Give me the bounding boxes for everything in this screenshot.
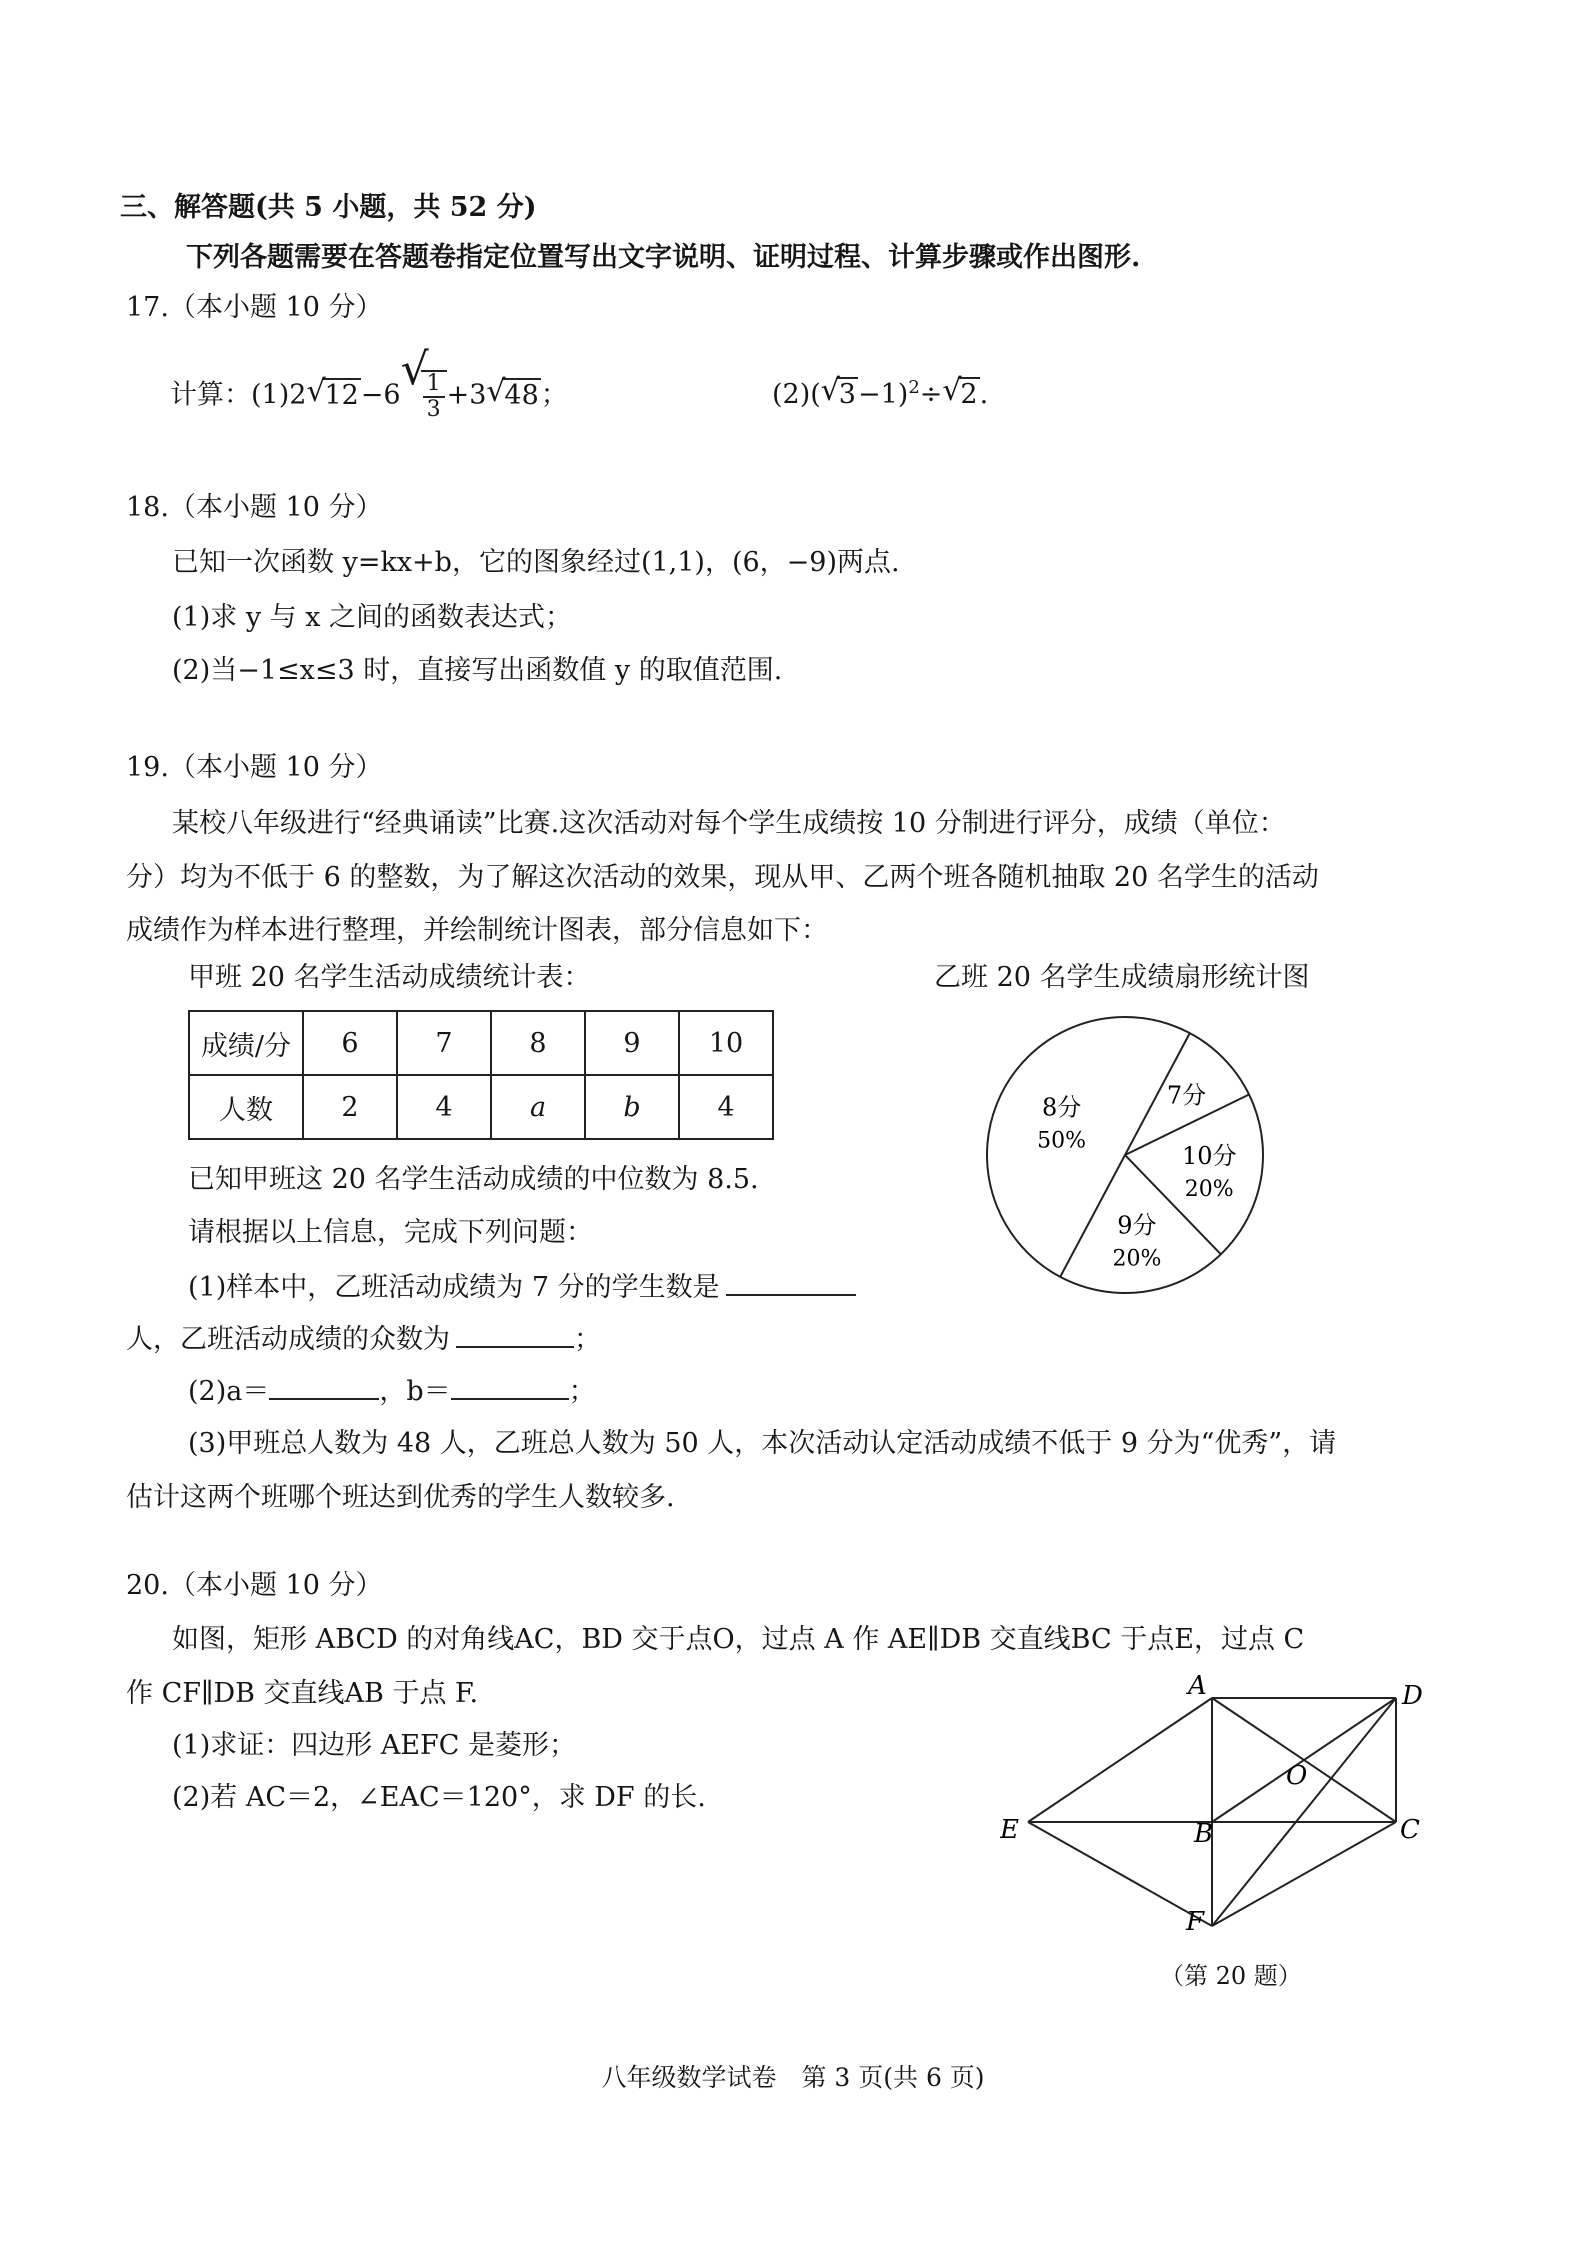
q20-part2: (2)若 AC＝2，∠EAC＝120°，求 DF 的长. — [172, 1782, 706, 1813]
q19-part1a-text: (1)样本中，乙班活动成绩为 7 分的学生数是 — [188, 1272, 720, 1303]
pie-chart-title: 乙班 20 名学生成绩扇形统计图 — [934, 962, 1310, 993]
q19-line2: 分）均为不低于 6 的整数，为了解这次活动的效果，现从甲、乙两个班各随机抽取 20 名学生的活动 — [126, 862, 1319, 893]
table-cell: 成绩/分 — [189, 1011, 303, 1075]
table-cell: a — [491, 1075, 585, 1139]
sqrt-12: √ 12 — [306, 373, 359, 411]
table-cell: 2 — [303, 1075, 397, 1139]
page-footer: 八年级数学试卷 第 3 页(共 6 页) — [601, 2063, 985, 2092]
q19-part3b: 估计这两个班哪个班达到优秀的学生人数较多. — [126, 1482, 675, 1513]
table-cell: 4 — [397, 1075, 491, 1139]
q17-minus6: −6 — [360, 379, 401, 411]
pie-slice-label: 9分 — [1117, 1211, 1157, 1240]
one-third-fraction: $\frac{1}{3}$ — [421, 370, 447, 422]
q19-ask: 请根据以上信息，完成下列问题： — [188, 1217, 593, 1248]
pie-slice-label: 8分 — [1041, 1093, 1082, 1122]
q19-part1b-end: ； — [574, 1324, 601, 1355]
q17-end: . — [979, 379, 989, 410]
q19-header: 19.（本小题 10 分） — [126, 752, 383, 783]
q19-part2-b: ，b＝ — [379, 1376, 451, 1407]
q19-part3a: (3)甲班总人数为 48 人，乙班总人数为 50 人，本次活动认定活动成绩不低于 9 分为“优秀”，请 — [188, 1428, 1337, 1459]
answer-blank[interactable] — [456, 1320, 574, 1348]
sqrt-2: √ 2 — [942, 373, 978, 410]
segment-CF — [1212, 1822, 1396, 1926]
label-E: E — [1000, 1815, 1019, 1845]
q17-prefix: 计算：(1)2 — [170, 379, 307, 411]
class-yi-pie-chart — [980, 1010, 1270, 1300]
label-C: C — [1400, 1815, 1420, 1845]
table-cell: 人数 — [189, 1075, 303, 1139]
q20-part1: (1)求证：四边形 AEFC 是菱形； — [172, 1730, 577, 1761]
q17-square: 2 — [908, 377, 920, 398]
sqrt-48: √ 48 — [486, 373, 539, 411]
q18-stem: 已知一次函数 y=kx+b，它的图象经过(1,1)，(6，−9)两点. — [172, 547, 900, 578]
answer-blank-a[interactable] — [269, 1372, 379, 1400]
q18-part2: (2)当−1≤x≤3 时，直接写出函数值 y 的取值范围. — [172, 655, 783, 686]
pie-slice-label: 7分 — [1166, 1081, 1207, 1110]
label-B: B — [1194, 1819, 1214, 1849]
table-cell: 4 — [679, 1075, 773, 1139]
q19-line3: 成绩作为样本进行整理，并绘制统计图表，部分信息如下： — [126, 915, 828, 946]
sqrt-3: √ 3 — [820, 373, 856, 410]
q19-part2-end: ； — [568, 1376, 596, 1407]
answer-blank-b[interactable] — [451, 1372, 569, 1400]
table-row — [189, 1011, 773, 1075]
pie-slice-labels — [1037, 1082, 1236, 1272]
pie-slice-percent: 20% — [1184, 1176, 1234, 1202]
label-F: F — [1186, 1907, 1205, 1937]
pie-slice-percent: 50% — [1037, 1128, 1087, 1154]
segment-EA — [1028, 1698, 1212, 1822]
q19-table-title: 甲班 20 名学生活动成绩统计表： — [188, 962, 591, 993]
q17-p2a: (2)( — [772, 379, 821, 410]
q19-part1b-text: 人，乙班活动成绩的众数为 — [126, 1324, 450, 1355]
label-O: O — [1286, 1761, 1308, 1791]
pie-slice-percent: 20% — [1112, 1246, 1162, 1272]
q19-part2-a: (2)a＝ — [188, 1376, 270, 1407]
q20-line1: 如图，矩形 ABCD 的对角线AC，BD 交于点O，过点 A 作 AE∥DB 交直线BC 于点E，过点 C — [172, 1624, 1305, 1655]
q19-part2 — [188, 1372, 596, 1410]
answer-blank[interactable] — [726, 1268, 856, 1296]
q17-divide: ÷ — [919, 379, 943, 410]
table-cell: 9 — [585, 1011, 679, 1075]
table-cell: 10 — [679, 1011, 773, 1075]
table-cell: 6 — [303, 1011, 397, 1075]
q18-part1: (1)求 y 与 x 之间的函数表达式； — [172, 602, 573, 633]
q18-header: 18.（本小题 10 分） — [126, 492, 383, 523]
segment-DF — [1212, 1698, 1396, 1926]
q19-median: 已知甲班这 20 名学生活动成绩的中位数为 8.5. — [188, 1164, 759, 1195]
q20-line2: 作 CF∥DB 交直线AB 于点 F. — [126, 1678, 479, 1709]
sqrt-one-third: √ $\frac{1}{3}$ — [401, 370, 447, 422]
class-jia-score-table — [188, 1010, 774, 1140]
section-instruction: 下列各题需要在答题卷指定位置写出文字说明、证明过程、计算步骤或作出图形. — [186, 242, 1141, 273]
q17-plus3: +3 — [446, 379, 487, 411]
q17-semicolon: ； — [540, 379, 568, 411]
pie-slice-label: 10分 — [1181, 1141, 1237, 1170]
q20-geometry-figure — [1000, 1660, 1460, 1980]
table-cell: b — [585, 1075, 679, 1139]
q17-header: 17.（本小题 10 分） — [126, 292, 383, 323]
q19-part1a — [188, 1268, 856, 1306]
section-heading: 三、解答题(共 5 小题，共 52 分) — [120, 192, 537, 223]
label-D: D — [1402, 1681, 1423, 1711]
q20-header: 20.（本小题 10 分） — [126, 1570, 383, 1601]
table-cell: 7 — [397, 1011, 491, 1075]
q19-line1: 某校八年级进行“经典诵读”比赛.这次活动对每个学生成绩按 10 分制进行评分，成绩（单位： — [172, 808, 1286, 839]
table-cell: 8 — [491, 1011, 585, 1075]
table-row — [189, 1075, 773, 1139]
q17-expression — [170, 344, 568, 422]
q17-p2b: −1) — [857, 379, 909, 410]
figure-caption: （第 20 题） — [1160, 1962, 1302, 1990]
q19-part1b — [126, 1320, 601, 1358]
q17-expression-2 — [772, 370, 988, 413]
segment-EF — [1028, 1822, 1212, 1926]
label-A: A — [1188, 1671, 1207, 1701]
